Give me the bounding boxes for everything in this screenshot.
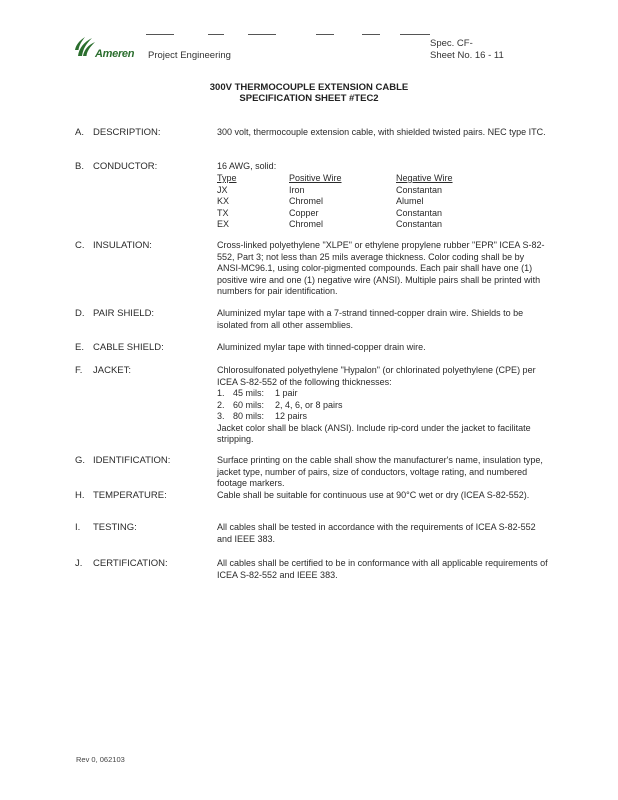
- column-header-positive: Positive Wire: [289, 173, 342, 183]
- list-mils: 60 mils:: [233, 399, 265, 410]
- section-f-body: [217, 365, 549, 446]
- section-j-label: CERTIFICATION:: [93, 558, 168, 569]
- section-e-text: Aluminized mylar tape with tinned-copper drain wire.: [217, 342, 426, 352]
- conductor-table: [217, 173, 506, 231]
- header-rule: [316, 34, 334, 35]
- section-d-text: Aluminized mylar tape with a 7-strand tinned-copper drain wire. Shields to be isolated from all other assemblies.: [217, 308, 524, 330]
- header-rule: [208, 34, 224, 35]
- table-row: [217, 208, 506, 220]
- list-pairs: 12 pairs: [275, 411, 308, 421]
- section-b-letter: B.: [75, 161, 84, 172]
- section-i-label: TESTING:: [93, 522, 137, 533]
- section-d-label: PAIR SHIELD:: [93, 308, 155, 319]
- section-c-label: INSULATION:: [93, 240, 152, 251]
- section-b-text: 16 AWG, solid:: [217, 161, 277, 171]
- section-h-letter: H.: [75, 490, 85, 501]
- table-cell: Chromel: [289, 196, 324, 206]
- list-number: 3.: [217, 411, 225, 421]
- list-item: [217, 400, 549, 412]
- department-label: Project Engineering: [148, 50, 231, 61]
- title-line-1: 300V THERMOCOUPLE EXTENSION CABLE: [209, 82, 409, 93]
- header-rule: [362, 34, 380, 35]
- table-row: [217, 185, 506, 197]
- list-item: [217, 411, 549, 423]
- table-cell: Copper: [289, 207, 319, 218]
- title-line-2: SPECIFICATION SHEET #TEC2: [239, 93, 379, 104]
- list-mils: 80 mils:: [233, 411, 265, 421]
- table-cell: Constantan: [396, 219, 443, 229]
- table-row: [217, 219, 506, 231]
- section-c-text: Cross-linked polyethylene "XLPE" or ethylene propylene rubber "EPR" ICEA S-82-552, Part 3; not less than 25 mils average thickness. Color coding shall be by ANSI-MC96.1, using color-pigmented compounds. Each pair shall have one (1) positive wire and one (1) negative wire (ANSI). Multiple pairs shall be printed with numbers for pair identification.: [217, 240, 545, 296]
- header-rule: [146, 34, 174, 35]
- spec-reference: [430, 38, 504, 62]
- section-h-text: Cable shall be suitable for continuous use at 90°C wet or dry (ICEA S-82-552).: [217, 490, 530, 500]
- table-cell: JX: [217, 184, 228, 195]
- sheet-number: Sheet No. 16 - 11: [430, 50, 504, 61]
- section-i-text: All cables shall be tested in accordance with the requirements of ICEA S-82-552 and IEEE 383.: [217, 522, 536, 544]
- section-a-text: 300 volt, thermocouple extension cable, with shielded twisted pairs. NEC type ITC.: [217, 127, 546, 137]
- list-number: 2.: [217, 399, 225, 410]
- spec-number: Spec. CF-: [430, 38, 473, 49]
- table-cell: EX: [217, 219, 230, 229]
- section-g-text: Surface printing on the cable shall show the manufacturer's name, insulation type, jacket type, number of pairs, size of conductors, voltage rating, and numbered footage markers.: [217, 455, 543, 488]
- table-header-row: [217, 173, 506, 185]
- column-header-type: Type: [217, 173, 237, 183]
- table-row: [217, 196, 506, 208]
- section-g-label: IDENTIFICATION:: [93, 455, 171, 466]
- table-cell: Chromel: [289, 219, 324, 229]
- company-name: Ameren: [95, 48, 135, 60]
- section-a-letter: A.: [75, 127, 84, 138]
- table-cell: Constantan: [396, 184, 443, 195]
- table-cell: Alumel: [396, 196, 424, 206]
- list-number: 1.: [217, 388, 225, 398]
- list-pairs: 2, 4, 6, or 8 pairs: [275, 399, 343, 410]
- list-pairs: 1 pair: [275, 388, 298, 398]
- header-rule: [400, 34, 430, 35]
- column-header-negative: Negative Wire: [396, 173, 453, 183]
- section-d-letter: D.: [75, 308, 85, 319]
- section-h-label: TEMPERATURE:: [93, 490, 167, 501]
- section-c-letter: C.: [75, 240, 85, 251]
- list-mils: 45 mils:: [233, 388, 265, 398]
- section-f-text: Chlorosulfonated polyethylene "Hypalon" (or chlorinated polyethylene (CPE) per ICEA S-82-552 of the following thicknesses:: [217, 365, 536, 387]
- table-cell: TX: [217, 207, 229, 218]
- section-f-label: JACKET:: [93, 365, 132, 376]
- section-a-label: DESCRIPTION:: [93, 127, 161, 138]
- table-cell: Constantan: [396, 207, 443, 218]
- section-f-note: Jacket color shall be black (ANSI). Include rip-cord under the jacket to facilitate stripping.: [217, 422, 531, 444]
- list-item: [217, 388, 549, 400]
- section-j-letter: J.: [75, 558, 83, 569]
- section-e-letter: E.: [75, 342, 84, 353]
- page-title: [0, 82, 618, 104]
- section-e-label: CABLE SHIELD:: [93, 342, 164, 353]
- section-b-label: CONDUCTOR:: [93, 161, 158, 172]
- section-j-text: All cables shall be certified to be in conformance with all applicable requirements of ICEA S-82-552 and IEEE 383.: [217, 558, 548, 580]
- section-f-letter: F.: [75, 365, 83, 376]
- table-cell: Iron: [289, 184, 305, 195]
- revision-footer: Rev 0, 062103: [76, 755, 125, 764]
- section-i-letter: I.: [75, 522, 81, 533]
- table-cell: KX: [217, 196, 230, 206]
- section-g-letter: G.: [75, 455, 86, 466]
- header-rule: [248, 34, 276, 35]
